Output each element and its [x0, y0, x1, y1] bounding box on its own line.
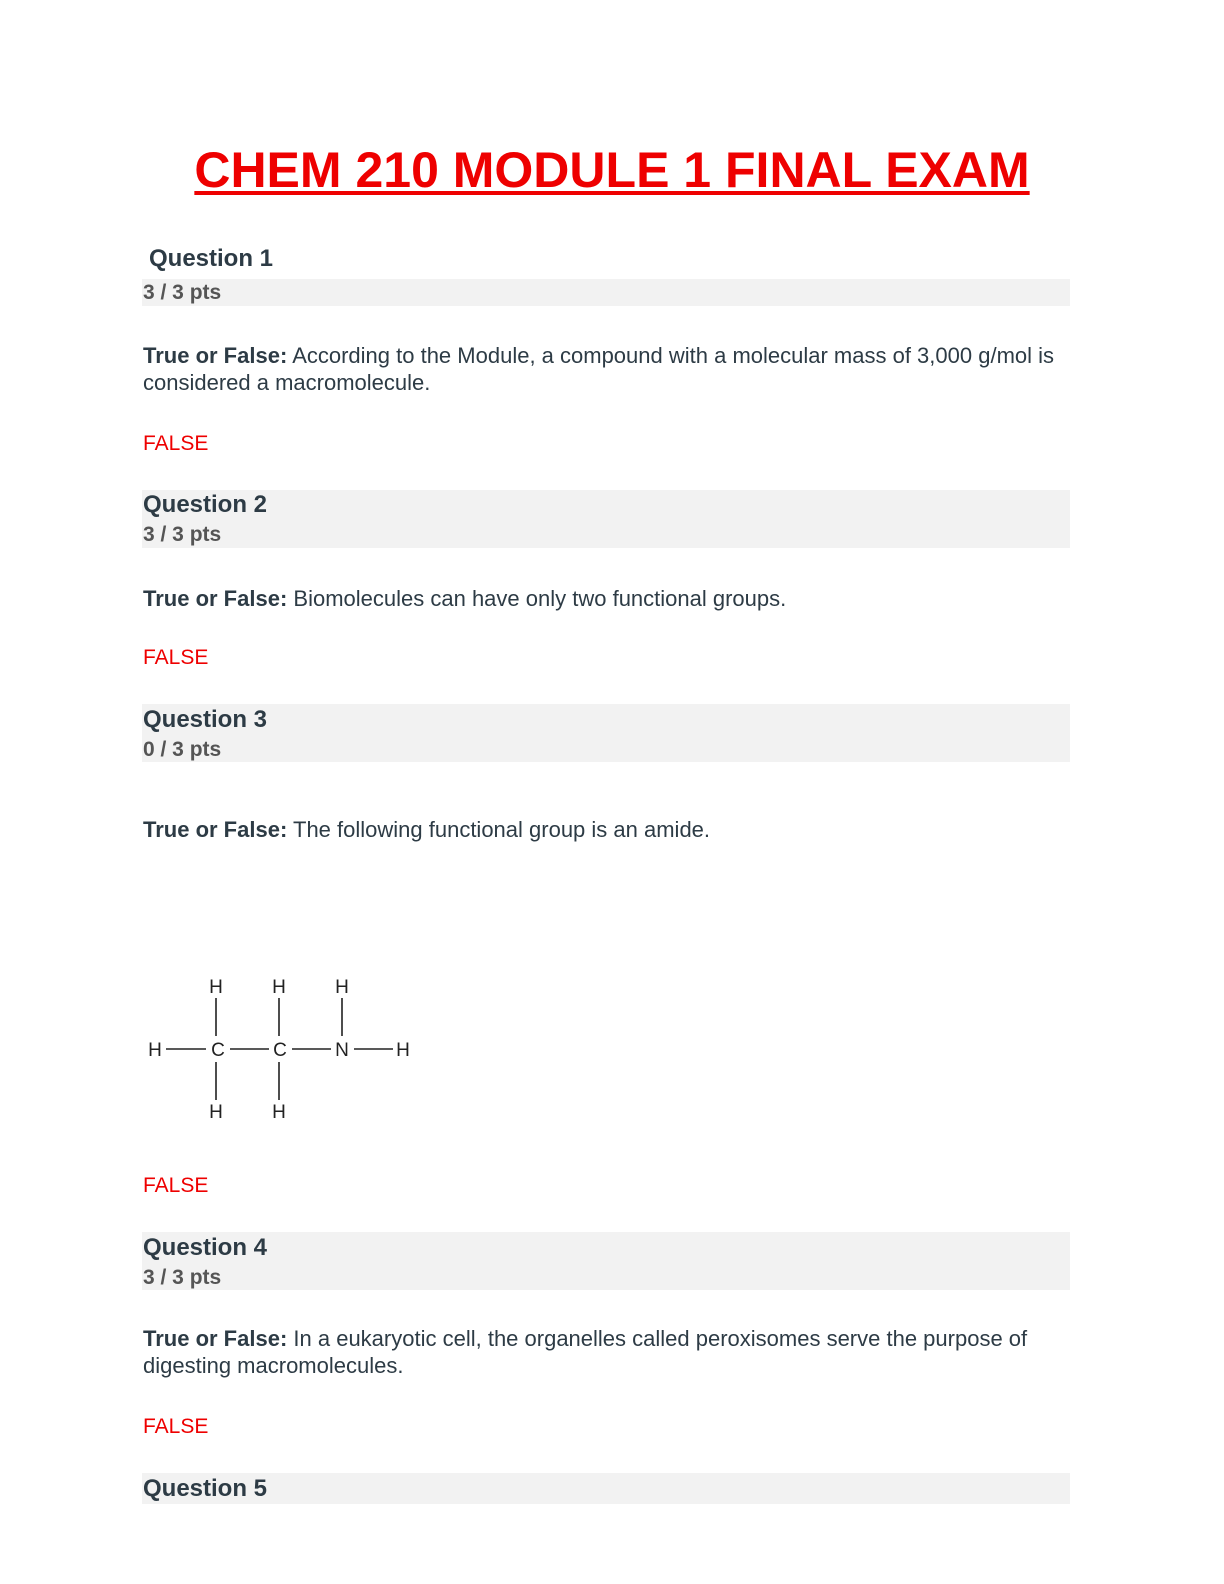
question-4-heading: Question 4: [143, 1234, 268, 1261]
question-2-header-bar: [142, 490, 1070, 548]
question-1-prefix: True or False:: [143, 343, 288, 368]
question-4-text: [143, 1325, 1063, 1379]
question-2-body: Biomolecules can have only two functional groups.: [293, 586, 787, 611]
atom-h-bottom-2: H: [272, 1102, 286, 1123]
question-4-header-bar: [142, 1232, 1070, 1290]
question-1-points: 3 / 3 pts: [143, 281, 222, 304]
atom-n: N: [335, 1040, 349, 1061]
atom-h-bottom-1: H: [209, 1102, 223, 1123]
question-1-text: [143, 342, 1063, 396]
question-2-answer: FALSE: [143, 646, 209, 669]
question-2-points: 3 / 3 pts: [143, 523, 222, 546]
atom-c1: C: [211, 1040, 225, 1061]
atom-h-top-3: H: [335, 977, 349, 998]
question-5-header-bar: [142, 1473, 1070, 1504]
atom-h-top-1: H: [209, 977, 223, 998]
atom-h-right: H: [396, 1040, 410, 1061]
question-4-points: 3 / 3 pts: [143, 1266, 222, 1289]
ethylamine-structure-diagram: [140, 968, 430, 1128]
question-3-points: 0 / 3 pts: [143, 738, 222, 761]
question-5-heading: Question 5: [143, 1475, 268, 1502]
atom-h-top-2: H: [272, 977, 286, 998]
question-2-heading: Question 2: [143, 491, 268, 518]
question-1-answer: FALSE: [143, 432, 209, 455]
question-2-text: [143, 585, 1063, 612]
question-3-heading: Question 3: [143, 706, 268, 733]
atom-h-left: H: [148, 1040, 162, 1061]
question-3-header-bar: [142, 704, 1070, 762]
question-4-prefix: True or False:: [143, 1326, 288, 1351]
question-4-answer: FALSE: [143, 1415, 209, 1438]
question-4-body: In a eukaryotic cell, the organelles called peroxisomes serve the purpose of digesting macromolecules.: [143, 1326, 1028, 1378]
atom-c2: C: [273, 1040, 287, 1061]
question-2-prefix: True or False:: [143, 586, 288, 611]
question-3-answer: FALSE: [143, 1174, 209, 1197]
question-1-body: According to the Module, a compound with a molecular mass of 3,000 g/mol is considered a macromolecule.: [143, 343, 1055, 395]
question-1-points-bar: [142, 279, 1070, 306]
question-3-prefix: True or False:: [143, 817, 288, 842]
question-3-body: The following functional group is an amide.: [293, 817, 711, 842]
page-title: CHEM 210 MODULE 1 FINAL EXAM: [194, 142, 1030, 198]
question-1-heading: Question 1: [149, 245, 274, 272]
question-3-text: [143, 816, 1063, 843]
